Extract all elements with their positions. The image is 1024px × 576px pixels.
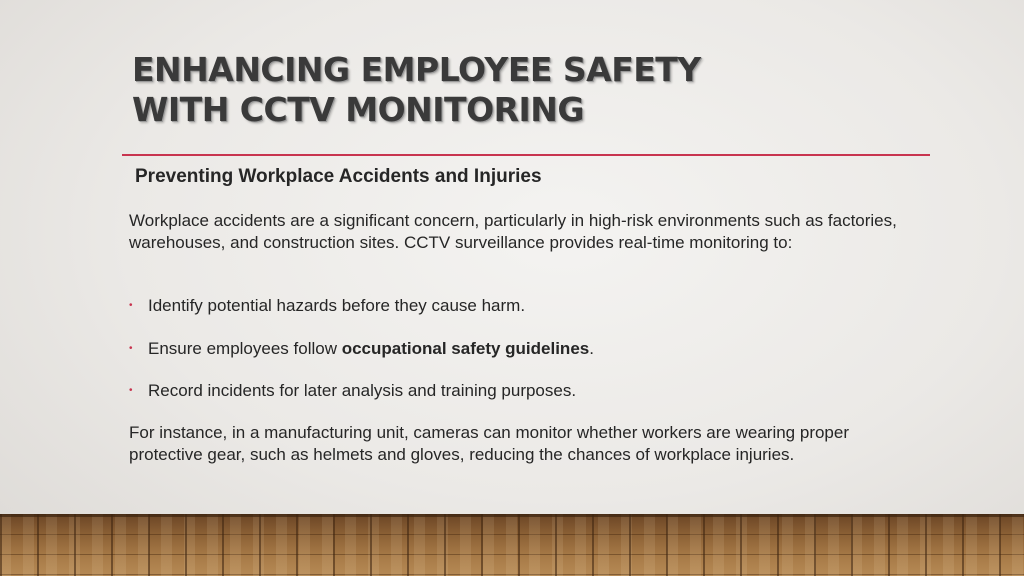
bullet-item <box>129 379 919 403</box>
bullet-icon: • <box>129 343 133 354</box>
slide-title <box>132 50 932 130</box>
title-line-1: ENHANCING EMPLOYEE SAFETY <box>132 50 701 89</box>
wood-floor-decoration <box>0 514 1024 576</box>
title-divider <box>122 154 930 156</box>
title-line-2: WITH CCTV MONITORING <box>132 90 585 129</box>
bullet-text-before: Ensure employees follow <box>148 339 342 358</box>
bullet-text <box>148 337 594 361</box>
bullet-text-bold: occupational safety guidelines <box>341 339 590 358</box>
bullet-text: Identify potential hazards before they cause harm. <box>148 296 526 315</box>
intro-paragraph: Workplace accidents are a significant concern, particularly in high-risk environments such as factories, warehouses, and construction sites. CCTV surveillance provides real-time monitoring to: <box>129 211 897 252</box>
bullet-item <box>129 337 919 361</box>
closing-paragraph: For instance, in a manufacturing unit, cameras can monitor whether workers are wearing proper protective gear, such as helmets and gloves, reducing the chances of workplace injuries. <box>129 423 850 464</box>
bullet-icon: • <box>129 300 133 311</box>
floor-edge-decoration <box>0 514 1024 517</box>
bullet-icon: • <box>129 385 133 396</box>
bullet-text-after: . <box>589 339 594 358</box>
bullet-item <box>129 294 919 318</box>
bullet-text: Record incidents for later analysis and training purposes. <box>148 381 577 400</box>
slide-subtitle: Preventing Workplace Accidents and Injuries <box>135 166 542 187</box>
